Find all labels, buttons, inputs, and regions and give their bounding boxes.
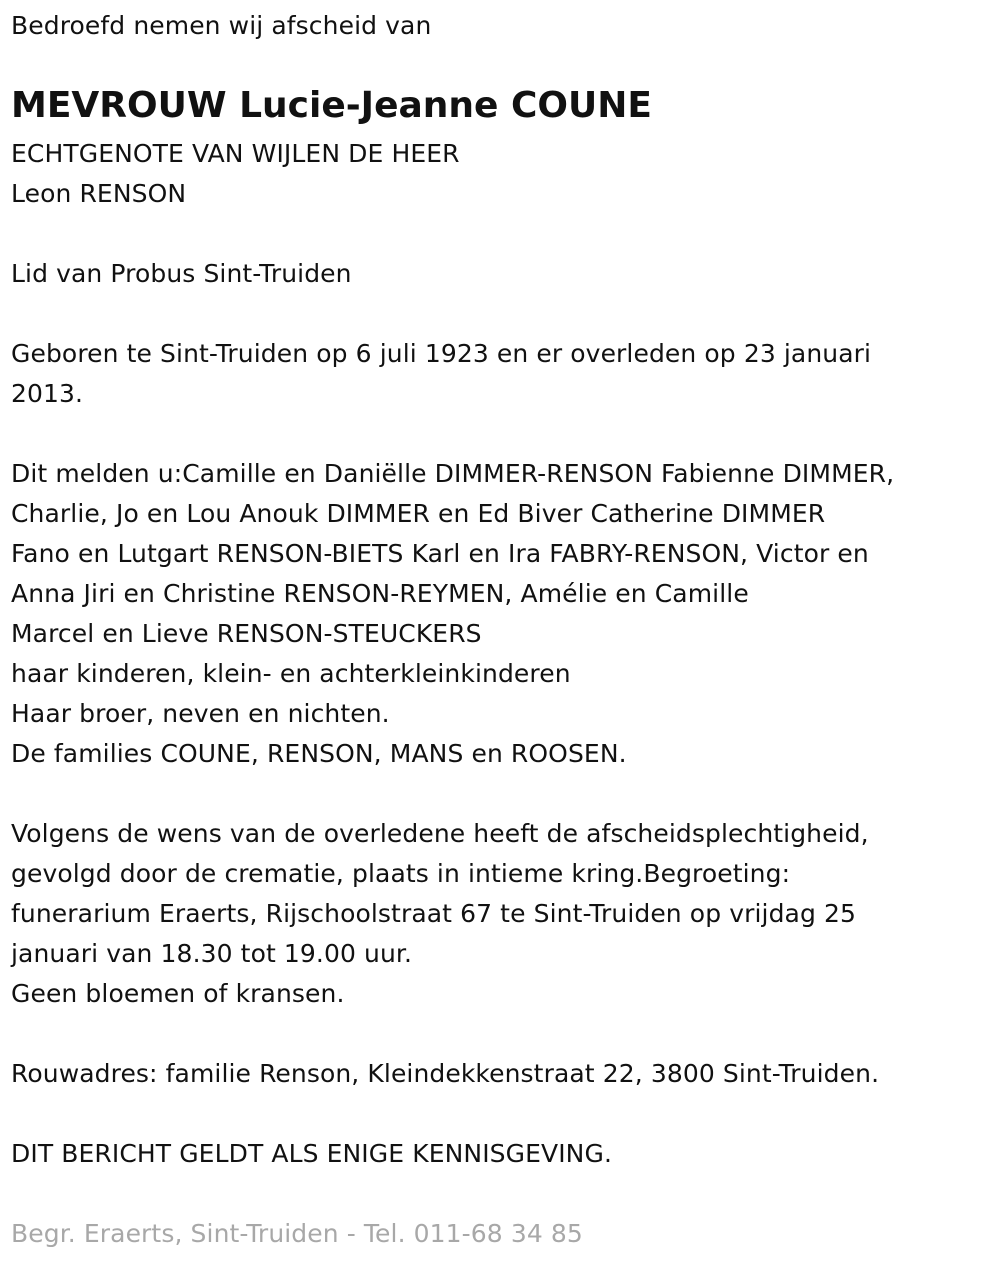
family-line: Anna Jiri en Christine RENSON-REYMEN, Amélie en Camille xyxy=(11,579,749,608)
membership-text: Lid van Probus Sint-Truiden xyxy=(11,259,352,288)
family-line: Fano en Lutgart RENSON-BIETS Karl en Ira FABRY-RENSON, Victor en xyxy=(11,539,869,568)
funeral-home-footer: Begr. Eraerts, Sint-Truiden - Tel. 011-68 34 85 xyxy=(11,1219,583,1248)
intro-text: Bedroefd nemen wij afscheid van xyxy=(11,11,432,40)
family-line: Charlie, Jo en Lou Anouk DIMMER en Ed Biver Catherine DIMMER xyxy=(11,499,826,528)
ceremony-section xyxy=(11,814,869,1014)
deceased-name: MEVROUW Lucie-Jeanne COUNE xyxy=(11,85,652,126)
ceremony-line: Geen bloemen of kransen. xyxy=(11,979,345,1008)
ceremony-line: gevolgd door de crematie, plaats in intieme kring.Begroeting: xyxy=(11,859,791,888)
family-line: Haar broer, neven en nichten. xyxy=(11,699,390,728)
birth-death-section xyxy=(11,334,871,414)
birth-death-line: 2013. xyxy=(11,379,84,408)
spouse-line: Leon RENSON xyxy=(11,179,187,208)
family-line: Marcel en Lieve RENSON-STEUCKERS xyxy=(11,619,482,648)
membership-section xyxy=(11,254,352,294)
spouse-section xyxy=(11,134,460,214)
sole-notice-text: DIT BERICHT GELDT ALS ENIGE KENNISGEVING. xyxy=(11,1139,612,1168)
family-section xyxy=(11,454,894,774)
family-line: haar kinderen, klein- en achterkleinkinderen xyxy=(11,659,571,688)
mourning-address: Rouwadres: familie Renson, Kleindekkenstraat 22, 3800 Sint-Truiden. xyxy=(11,1059,880,1088)
ceremony-line: funerarium Eraerts, Rijschoolstraat 67 te Sint-Truiden op vrijdag 25 xyxy=(11,899,856,928)
family-line: De families COUNE, RENSON, MANS en ROOSEN. xyxy=(11,739,627,768)
sole-notice-section xyxy=(11,1134,612,1174)
birth-death-line: Geboren te Sint-Truiden op 6 juli 1923 en er overleden op 23 januari xyxy=(11,339,872,368)
spouse-line: ECHTGENOTE VAN WIJLEN DE HEER xyxy=(11,139,460,168)
family-line: Dit melden u:Camille en Daniëlle DIMMER-RENSON Fabienne DIMMER, xyxy=(11,459,895,488)
ceremony-line: Volgens de wens van de overledene heeft de afscheidsplechtigheid, xyxy=(11,819,869,848)
mourning-address-section xyxy=(11,1054,879,1094)
ceremony-line: januari van 18.30 tot 19.00 uur. xyxy=(11,939,413,968)
